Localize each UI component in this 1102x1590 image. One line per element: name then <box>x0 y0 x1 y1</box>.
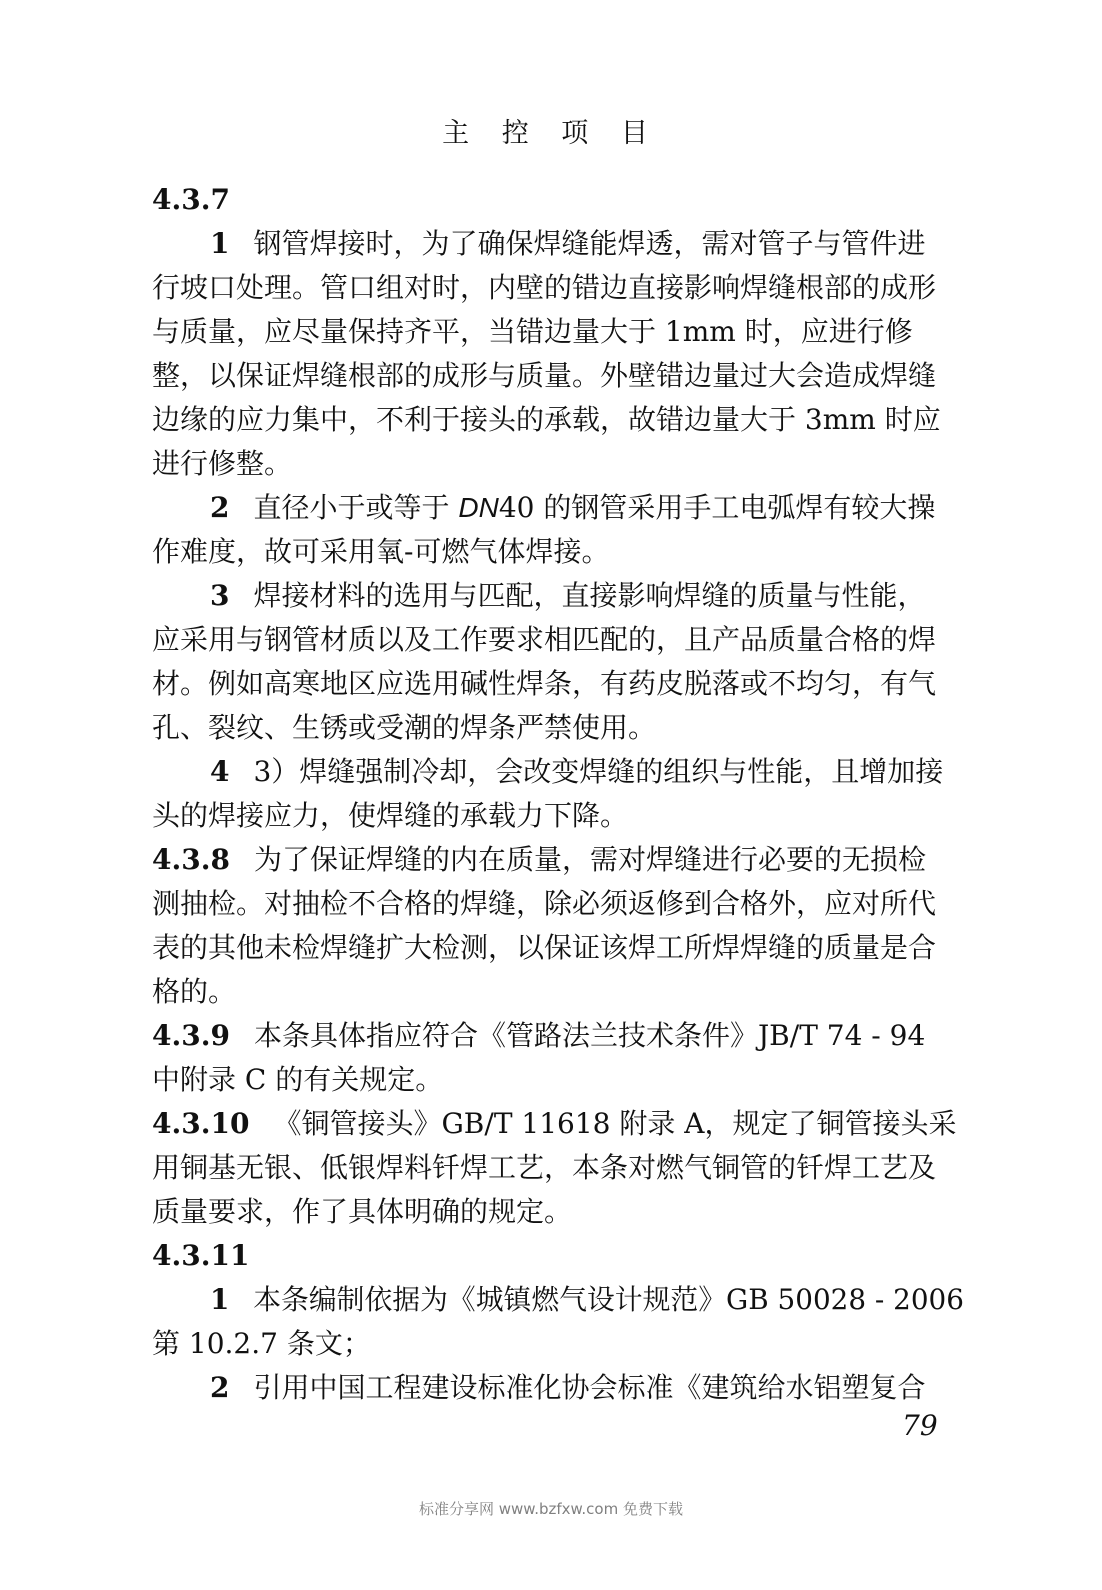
text-line: 焊接材料的选用与匹配，直接影响焊缝的质量与性能， <box>253 579 926 612</box>
text-line: 头的焊接应力，使焊缝的承载力下降。 <box>152 799 629 832</box>
text-line: 为了保证焊缝的内在质量，需对焊缝进行必要的无损检 <box>253 843 926 876</box>
clause-4-3-11-heading <box>152 1234 249 1278</box>
watermark: 标准分享网 www.bzfxw.com 免费下载 <box>419 1500 683 1518</box>
item-number: 1 <box>210 227 230 260</box>
text-line: 材。例如高寒地区应选用碱性焊条，有药皮脱落或不均匀，有气 <box>152 667 937 700</box>
clause-number: 4.3.9 <box>152 1019 230 1052</box>
text-line: 整，以保证焊缝根部的成形与质量。外壁错边量过大会造成焊缝 <box>152 359 937 392</box>
text-line: 行坡口处理。管口组对时，内壁的错边直接影响焊缝根部的成形 <box>152 271 937 304</box>
text-line: 本条具体指应符合《管路法兰技术条件》JB/T 74 - 94 <box>253 1019 926 1052</box>
text-line: 《铜管接头》GB/T 11618 附录 A，规定了铜管接头采 <box>273 1107 957 1140</box>
text-line: 进行修整。 <box>152 447 293 480</box>
text-line: 应采用与钢管材质以及工作要求相匹配的，且产品质量合格的焊 <box>152 623 937 656</box>
clause-4-3-7-item-2 <box>210 486 935 530</box>
clause-4-3-7-item-1 <box>210 222 926 266</box>
text-line: 中附录 C 的有关规定。 <box>152 1063 444 1096</box>
text-line: 格的。 <box>152 975 237 1008</box>
clause-4-3-11-item-1 <box>210 1278 964 1322</box>
clause-number: 4.3.8 <box>152 843 230 876</box>
text-line: 第 10.2.7 条文； <box>152 1327 371 1360</box>
text-line: 用铜基无银、低银焊料钎焊工艺，本条对燃气铜管的钎焊工艺及 <box>152 1151 937 1184</box>
clause-number: 4.3.7 <box>152 183 230 216</box>
text-line: 质量要求，作了具体明确的规定。 <box>152 1195 573 1228</box>
text-line: 3）焊缝强制冷却，会改变焊缝的组织与性能，且增加接 <box>253 755 944 788</box>
text-segment: 40 的钢管采用手工电弧焊有较大操 <box>498 491 936 524</box>
text-line: 本条编制依据为《城镇燃气设计规范》GB 50028 - 2006 <box>253 1283 964 1316</box>
text-segment: 直径小于或等于 <box>253 491 459 524</box>
clause-number: 4.3.11 <box>152 1239 250 1272</box>
text-line: 边缘的应力集中，不利于接头的承载，故错边量大于 3mm 时应 <box>152 403 941 436</box>
text-line: 表的其他未检焊缝扩大检测，以保证该焊工所焊焊缝的质量是合 <box>152 931 937 964</box>
text-line: 作难度，故可采用氧-可燃气体焊接。 <box>152 535 610 568</box>
text-line: 孔、裂纹、生锈或受潮的焊条严禁使用。 <box>152 711 657 744</box>
text-line: 引用中国工程建设标准化协会标准《建筑给水铝塑复合 <box>253 1371 926 1404</box>
clause-4-3-11-item-2 <box>210 1366 926 1410</box>
item-number: 4 <box>210 755 230 788</box>
clause-4-3-10 <box>152 1102 957 1146</box>
clause-4-3-7-heading <box>152 178 230 222</box>
item-number: 3 <box>210 579 230 612</box>
section-title: 主 控 项 目 <box>442 118 660 149</box>
clause-4-3-8 <box>152 838 926 882</box>
item-number: 2 <box>210 1371 230 1404</box>
clause-number: 4.3.10 <box>152 1107 250 1140</box>
item-number: 1 <box>210 1283 230 1316</box>
dn-symbol: DN <box>458 492 499 523</box>
text-line: 测抽检。对抽检不合格的焊缝，除必须返修到合格外，应对所代 <box>152 887 937 920</box>
clause-4-3-7-item-3 <box>210 574 926 618</box>
page-number: 79 <box>902 1409 938 1442</box>
clause-4-3-7-item-4 <box>210 750 943 794</box>
text-line: 钢管焊接时，为了确保焊缝能焊透，需对管子与管件进 <box>253 227 926 260</box>
text-line: 与质量，应尽量保持齐平，当错边量大于 1mm 时，应进行修 <box>152 315 913 348</box>
clause-4-3-9 <box>152 1014 925 1058</box>
item-number: 2 <box>210 491 230 524</box>
